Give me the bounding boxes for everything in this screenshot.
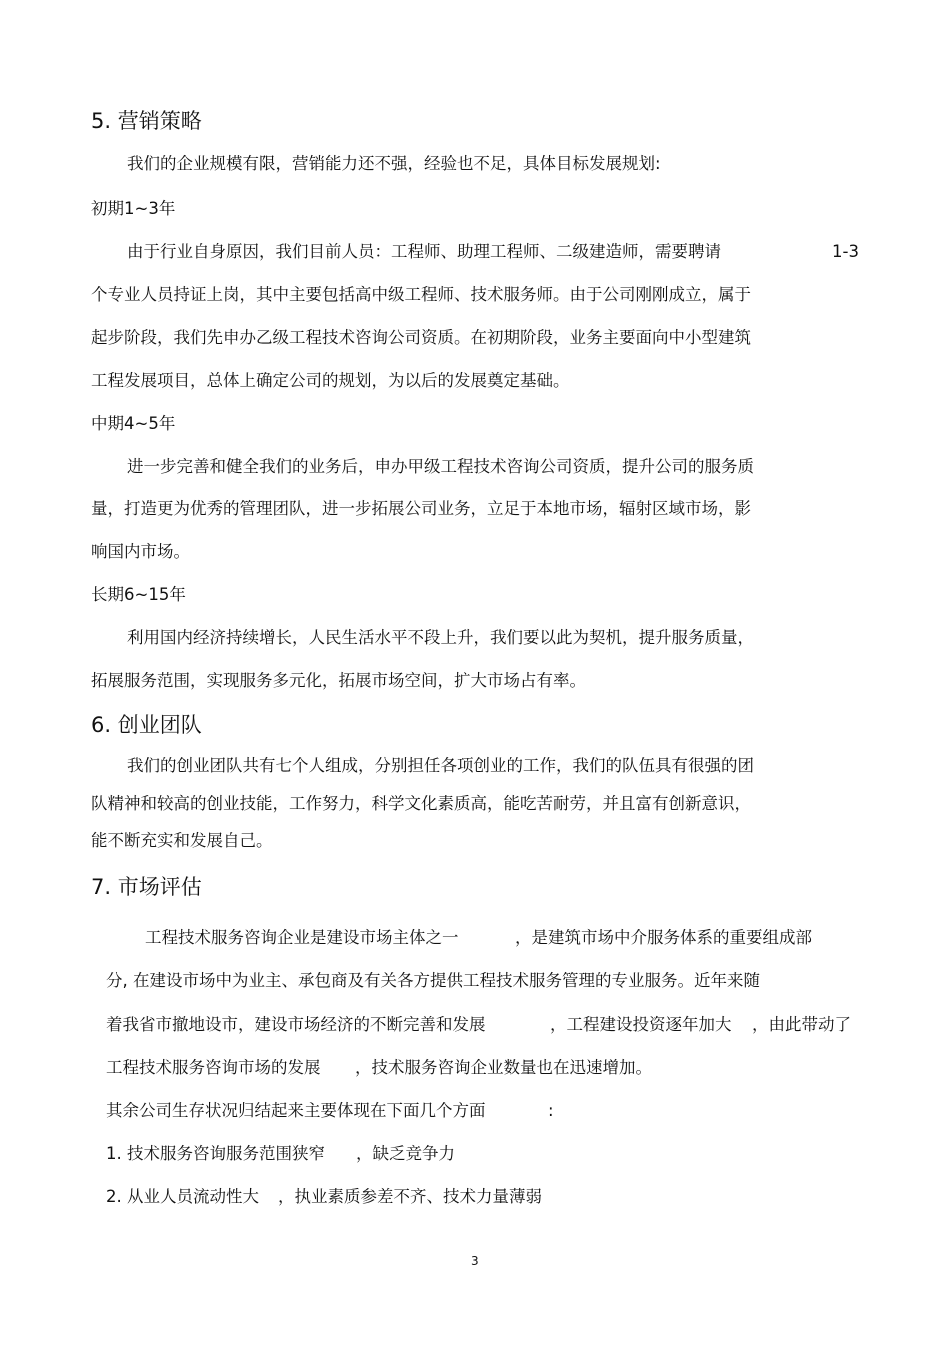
paragraph-line: : bbox=[548, 1101, 554, 1120]
paragraph-line: 个专业人员持证上岗，其中主要包括高中级工程师、技术服务师。由于公司刚刚成立，属于 bbox=[91, 285, 751, 304]
list-item: 1. 技术服务咨询服务范围狭窄 bbox=[106, 1144, 325, 1163]
paragraph-line: 着我省市撤地设市，建设市场经济的不断完善和发展 bbox=[106, 1015, 486, 1034]
paragraph-line: ，工程建设投资逐年加大 bbox=[550, 1015, 732, 1034]
paragraph-line: 能不断充实和发展自己。 bbox=[91, 831, 273, 850]
paragraph-line: 分, 在建设市场中为业主、承包商及有关各方提供工程技术服务管理的专业服务。近年来随 bbox=[106, 971, 760, 990]
paragraph-line: 量，打造更为优秀的管理团队，进一步拓展公司业务，立足于本地市场，辐射区域市场，影 bbox=[91, 499, 751, 518]
paragraph-line: ，技术服务咨询企业数量也在迅速增加。 bbox=[355, 1058, 652, 1077]
paragraph-line: ，由此带动了 bbox=[752, 1015, 851, 1034]
paragraph-line: ，是建筑市场中介服务体系的重要组成部 bbox=[515, 928, 812, 947]
paragraph-line: 工程技术服务咨询市场的发展 bbox=[106, 1058, 321, 1077]
paragraph-line: 由于行业自身原因，我们目前人员：工程师、助理工程师、二级建造师，需要聘请 bbox=[127, 242, 721, 261]
paragraph-line: 我们的创业团队共有七个人组成，分别担任各项创业的工作，我们的队伍具有很强的团 bbox=[127, 756, 754, 775]
paragraph-line: 起步阶段，我们先申办乙级工程技术咨询公司资质。在初期阶段，业务主要面向中小型建筑 bbox=[91, 328, 751, 347]
section-heading-marketing: 5. 营销策略 bbox=[91, 109, 202, 133]
phase-label-mid: 中期4~5年 bbox=[91, 414, 176, 433]
section-heading-team: 6. 创业团队 bbox=[91, 713, 202, 737]
paragraph-line: 进一步完善和健全我们的业务后，申办甲级工程技术咨询公司资质，提升公司的服务质 bbox=[127, 457, 754, 476]
paragraph-line: 拓展服务范围，实现服务多元化，拓展市场空间，扩大市场占有率。 bbox=[91, 671, 586, 690]
page-number: 3 bbox=[471, 1254, 479, 1268]
list-item: 2. 从业人员流动性大 bbox=[106, 1187, 259, 1206]
paragraph-line: 工程发展项目，总体上确定公司的规划，为以后的发展奠定基础。 bbox=[91, 371, 570, 390]
paragraph-line: 工程技术服务咨询企业是建设市场主体之一 bbox=[145, 928, 459, 947]
phase-label-long: 长期6~15年 bbox=[91, 585, 186, 604]
section-heading-market: 7. 市场评估 bbox=[91, 875, 202, 899]
phase-label-early: 初期1~3年 bbox=[91, 199, 176, 218]
paragraph-line: 利用国内经济持续增长，人民生活水平不段上升，我们要以此为契机，提升服务质量， bbox=[127, 628, 754, 647]
list-item: ，执业素质参差不齐、技术力量薄弱 bbox=[278, 1187, 542, 1206]
list-item: ，缺乏竞争力 bbox=[356, 1144, 455, 1163]
paragraph-line: 我们的企业规模有限，营销能力还不强，经验也不足，具体目标发展规划: bbox=[127, 154, 661, 173]
paragraph-line: 其余公司生存状况归结起来主要体现在下面几个方面 bbox=[106, 1101, 486, 1120]
paragraph-line: 队精神和较高的创业技能，工作努力，科学文化素质高，能吃苦耐劳，并且富有创新意识， bbox=[91, 794, 751, 813]
paragraph-line: 响国内市场。 bbox=[91, 542, 190, 561]
paragraph-line: 1-3 bbox=[832, 242, 859, 261]
